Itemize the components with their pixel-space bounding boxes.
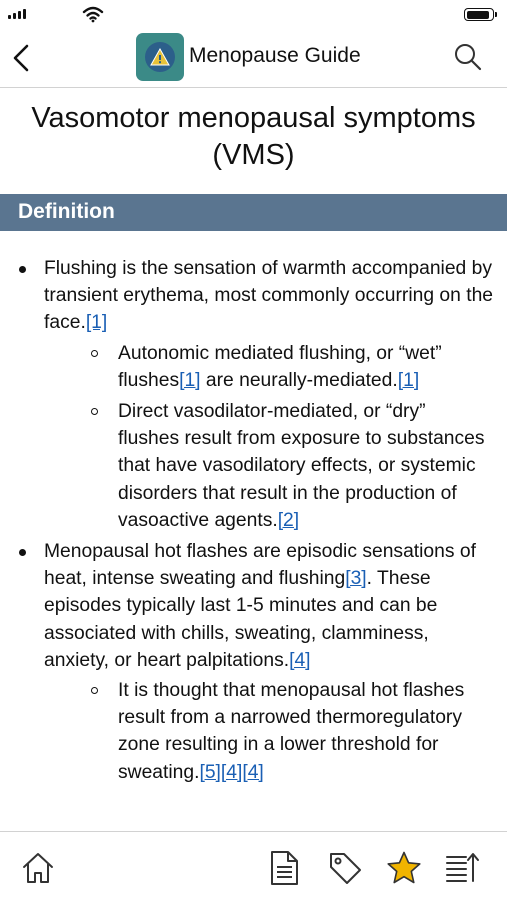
document-icon[interactable] bbox=[266, 850, 302, 886]
section-header-definition[interactable] bbox=[0, 194, 507, 231]
status-bar bbox=[0, 0, 507, 30]
page-title: Vasomotor menopausal symptoms (VMS) bbox=[31, 102, 476, 171]
battery-level bbox=[467, 11, 489, 19]
nav-bar bbox=[0, 30, 507, 88]
search-button[interactable] bbox=[452, 41, 484, 73]
list-item: Flushing is the sensation of warmth accompanied by transient erythema, most commonly occurring on the face.[1] Autonomic mediated flushing, or “wet” flushes[1] are neurally-mediated.[1] Direct vasodilator-mediated, or “dry” flushes result from exposure to substances that have vasodilatory effects, or systemic disorders that result in the production of vasoactive agents.[2] bbox=[0, 255, 507, 534]
reference-link[interactable]: [1] bbox=[397, 369, 420, 391]
wifi-icon bbox=[82, 5, 104, 23]
reference-link[interactable]: [3] bbox=[345, 568, 367, 590]
outline-list-icon[interactable] bbox=[444, 850, 480, 886]
reference-link[interactable]: [4] bbox=[220, 761, 243, 783]
list-subitem: Autonomic mediated flushing, or “wet” flushes[1] are neurally-mediated.[1] bbox=[44, 340, 497, 394]
tag-icon[interactable] bbox=[327, 850, 363, 886]
home-icon[interactable] bbox=[20, 850, 56, 886]
reference-link[interactable]: [1] bbox=[179, 369, 201, 391]
cellular-signal-icon bbox=[8, 9, 26, 19]
article-content[interactable] bbox=[0, 255, 507, 835]
reference-link[interactable]: [4] bbox=[242, 761, 264, 783]
app-logo-icon bbox=[136, 33, 184, 81]
reference-link[interactable]: [2] bbox=[277, 509, 300, 531]
reference-link[interactable]: [4] bbox=[289, 649, 311, 671]
reference-link[interactable]: [1] bbox=[85, 312, 108, 334]
battery-icon bbox=[464, 8, 494, 21]
star-icon[interactable] bbox=[386, 850, 422, 886]
bottom-toolbar bbox=[0, 831, 507, 900]
list-subitem: Direct vasodilator-mediated, or “dry” flushes result from exposure to substances that have vasodilatory effects, or systemic disorders that result in the production of vasoactive agents.[2] bbox=[44, 398, 497, 534]
app-title: Menopause Guide bbox=[189, 44, 361, 67]
section-header-label: Definition bbox=[18, 200, 115, 223]
list-subitem: It is thought that menopausal hot flashes result from a narrowed thermoregulatory zone resulting in a lower threshold for sweating.[5][4][4] bbox=[44, 677, 497, 786]
back-button[interactable] bbox=[8, 42, 36, 74]
list-item: Menopausal hot flashes are episodic sensations of heat, intense sweating and flushing[3]. These episodes typically last 1-5 minutes and can be associated with chills, sweating, clamminess, anxiety, or heart palpitations.[4] It is thought that menopausal hot flashes result from a narrowed thermoregulatory zone resulting in a lower threshold for sweating.[5][4][4] bbox=[0, 538, 507, 786]
reference-link[interactable]: [5] bbox=[199, 761, 221, 783]
